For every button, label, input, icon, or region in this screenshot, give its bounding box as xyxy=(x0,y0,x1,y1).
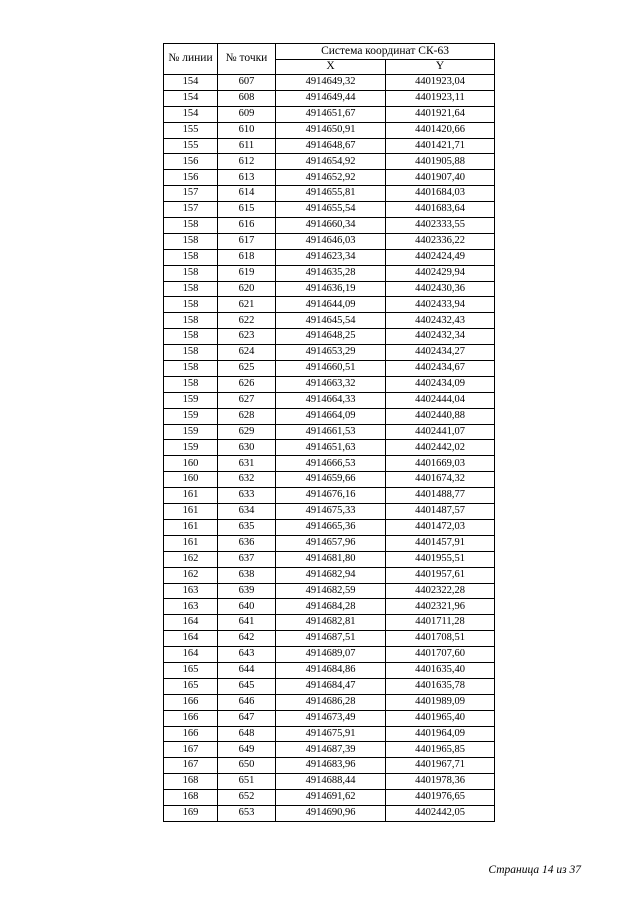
cell-x: 4914690,96 xyxy=(276,805,386,821)
cell-point-number: 651 xyxy=(218,774,276,790)
cell-line-number: 163 xyxy=(164,599,218,615)
cell-line-number: 159 xyxy=(164,424,218,440)
cell-line-number: 154 xyxy=(164,75,218,91)
cell-x: 4914649,44 xyxy=(276,90,386,106)
cell-x: 4914660,34 xyxy=(276,218,386,234)
cell-line-number: 161 xyxy=(164,535,218,551)
cell-x: 4914682,81 xyxy=(276,615,386,631)
cell-point-number: 631 xyxy=(218,456,276,472)
table-row xyxy=(164,345,495,361)
cell-line-number: 160 xyxy=(164,456,218,472)
cell-y: 4401635,78 xyxy=(386,678,495,694)
cell-x: 4914684,86 xyxy=(276,662,386,678)
cell-point-number: 638 xyxy=(218,567,276,583)
table-row xyxy=(164,647,495,663)
cell-x: 4914645,54 xyxy=(276,313,386,329)
header-x: X xyxy=(276,59,386,75)
cell-y: 4402444,04 xyxy=(386,392,495,408)
cell-line-number: 157 xyxy=(164,202,218,218)
cell-x: 4914648,25 xyxy=(276,329,386,345)
cell-point-number: 624 xyxy=(218,345,276,361)
cell-x: 4914682,59 xyxy=(276,583,386,599)
table-row xyxy=(164,504,495,520)
table-row xyxy=(164,440,495,456)
cell-line-number: 158 xyxy=(164,218,218,234)
cell-x: 4914688,44 xyxy=(276,774,386,790)
cell-point-number: 632 xyxy=(218,472,276,488)
cell-line-number: 156 xyxy=(164,170,218,186)
cell-y: 4402430,36 xyxy=(386,281,495,297)
cell-x: 4914649,32 xyxy=(276,75,386,91)
cell-line-number: 159 xyxy=(164,392,218,408)
table-row xyxy=(164,631,495,647)
cell-y: 4402442,02 xyxy=(386,440,495,456)
cell-y: 4401711,28 xyxy=(386,615,495,631)
cell-point-number: 626 xyxy=(218,376,276,392)
cell-y: 4402333,55 xyxy=(386,218,495,234)
table-row xyxy=(164,583,495,599)
table-row xyxy=(164,90,495,106)
table-row xyxy=(164,694,495,710)
cell-y: 4401907,40 xyxy=(386,170,495,186)
cell-point-number: 650 xyxy=(218,758,276,774)
cell-point-number: 612 xyxy=(218,154,276,170)
table-body xyxy=(164,75,495,822)
table-row xyxy=(164,361,495,377)
cell-x: 4914675,33 xyxy=(276,504,386,520)
cell-y: 4402432,34 xyxy=(386,329,495,345)
cell-line-number: 158 xyxy=(164,233,218,249)
table-row xyxy=(164,567,495,583)
table-row xyxy=(164,106,495,122)
cell-x: 4914684,28 xyxy=(276,599,386,615)
cell-x: 4914657,96 xyxy=(276,535,386,551)
cell-line-number: 158 xyxy=(164,313,218,329)
table-row xyxy=(164,138,495,154)
header-point-number: № точки xyxy=(218,44,276,75)
table-row xyxy=(164,75,495,91)
table-row xyxy=(164,551,495,567)
cell-point-number: 630 xyxy=(218,440,276,456)
cell-x: 4914635,28 xyxy=(276,265,386,281)
table-row xyxy=(164,424,495,440)
table-row xyxy=(164,329,495,345)
cell-point-number: 629 xyxy=(218,424,276,440)
cell-y: 4401923,11 xyxy=(386,90,495,106)
cell-x: 4914660,51 xyxy=(276,361,386,377)
cell-point-number: 625 xyxy=(218,361,276,377)
table-row xyxy=(164,519,495,535)
cell-point-number: 652 xyxy=(218,790,276,806)
cell-line-number: 155 xyxy=(164,138,218,154)
cell-y: 4401472,03 xyxy=(386,519,495,535)
table-row xyxy=(164,805,495,821)
cell-point-number: 620 xyxy=(218,281,276,297)
table-row xyxy=(164,710,495,726)
cell-y: 4402434,67 xyxy=(386,361,495,377)
cell-point-number: 641 xyxy=(218,615,276,631)
cell-point-number: 619 xyxy=(218,265,276,281)
cell-x: 4914686,28 xyxy=(276,694,386,710)
cell-point-number: 611 xyxy=(218,138,276,154)
cell-y: 4401921,64 xyxy=(386,106,495,122)
cell-x: 4914651,67 xyxy=(276,106,386,122)
coordinates-table xyxy=(163,43,495,822)
cell-point-number: 617 xyxy=(218,233,276,249)
cell-line-number: 161 xyxy=(164,519,218,535)
table-row xyxy=(164,774,495,790)
cell-point-number: 608 xyxy=(218,90,276,106)
cell-y: 4401957,61 xyxy=(386,567,495,583)
cell-point-number: 635 xyxy=(218,519,276,535)
cell-y: 4401487,57 xyxy=(386,504,495,520)
cell-line-number: 164 xyxy=(164,615,218,631)
cell-y: 4401976,65 xyxy=(386,790,495,806)
cell-line-number: 166 xyxy=(164,726,218,742)
table-row xyxy=(164,615,495,631)
cell-line-number: 161 xyxy=(164,488,218,504)
cell-point-number: 646 xyxy=(218,694,276,710)
header-y: Y xyxy=(386,59,495,75)
cell-y: 4401420,66 xyxy=(386,122,495,138)
cell-x: 4914650,91 xyxy=(276,122,386,138)
cell-line-number: 158 xyxy=(164,297,218,313)
cell-line-number: 158 xyxy=(164,281,218,297)
table-row xyxy=(164,376,495,392)
cell-line-number: 159 xyxy=(164,440,218,456)
cell-line-number: 158 xyxy=(164,249,218,265)
cell-x: 4914687,39 xyxy=(276,742,386,758)
cell-point-number: 610 xyxy=(218,122,276,138)
cell-x: 4914665,36 xyxy=(276,519,386,535)
cell-point-number: 622 xyxy=(218,313,276,329)
cell-y: 4402321,96 xyxy=(386,599,495,615)
table-row xyxy=(164,678,495,694)
cell-x: 4914661,53 xyxy=(276,424,386,440)
table-row xyxy=(164,488,495,504)
cell-y: 4402432,43 xyxy=(386,313,495,329)
cell-y: 4402433,94 xyxy=(386,297,495,313)
cell-x: 4914653,29 xyxy=(276,345,386,361)
cell-line-number: 163 xyxy=(164,583,218,599)
cell-point-number: 636 xyxy=(218,535,276,551)
cell-point-number: 648 xyxy=(218,726,276,742)
cell-line-number: 164 xyxy=(164,647,218,663)
cell-y: 4402441,07 xyxy=(386,424,495,440)
cell-line-number: 155 xyxy=(164,122,218,138)
cell-point-number: 628 xyxy=(218,408,276,424)
cell-x: 4914655,54 xyxy=(276,202,386,218)
cell-x: 4914673,49 xyxy=(276,710,386,726)
cell-line-number: 158 xyxy=(164,265,218,281)
page-number: Страница 14 из 37 xyxy=(488,864,581,876)
cell-x: 4914636,19 xyxy=(276,281,386,297)
cell-x: 4914683,96 xyxy=(276,758,386,774)
table-row xyxy=(164,233,495,249)
cell-line-number: 166 xyxy=(164,694,218,710)
cell-y: 4401965,85 xyxy=(386,742,495,758)
cell-y: 4401684,03 xyxy=(386,186,495,202)
cell-x: 4914691,62 xyxy=(276,790,386,806)
cell-y: 4402336,22 xyxy=(386,233,495,249)
cell-x: 4914663,32 xyxy=(276,376,386,392)
cell-x: 4914682,94 xyxy=(276,567,386,583)
cell-x: 4914675,91 xyxy=(276,726,386,742)
cell-point-number: 634 xyxy=(218,504,276,520)
cell-point-number: 618 xyxy=(218,249,276,265)
cell-line-number: 158 xyxy=(164,376,218,392)
table-row xyxy=(164,218,495,234)
cell-x: 4914681,80 xyxy=(276,551,386,567)
cell-line-number: 169 xyxy=(164,805,218,821)
cell-point-number: 627 xyxy=(218,392,276,408)
cell-y: 4401421,71 xyxy=(386,138,495,154)
cell-line-number: 165 xyxy=(164,662,218,678)
cell-point-number: 623 xyxy=(218,329,276,345)
cell-point-number: 644 xyxy=(218,662,276,678)
cell-y: 4401965,40 xyxy=(386,710,495,726)
cell-x: 4914646,03 xyxy=(276,233,386,249)
cell-line-number: 165 xyxy=(164,678,218,694)
cell-line-number: 168 xyxy=(164,774,218,790)
cell-line-number: 158 xyxy=(164,329,218,345)
cell-y: 4402424,49 xyxy=(386,249,495,265)
table-row xyxy=(164,392,495,408)
cell-x: 4914689,07 xyxy=(276,647,386,663)
cell-line-number: 158 xyxy=(164,345,218,361)
cell-y: 4401905,88 xyxy=(386,154,495,170)
cell-point-number: 607 xyxy=(218,75,276,91)
table-row xyxy=(164,742,495,758)
cell-x: 4914648,67 xyxy=(276,138,386,154)
cell-y: 4401964,09 xyxy=(386,726,495,742)
cell-line-number: 164 xyxy=(164,631,218,647)
cell-y: 4402442,05 xyxy=(386,805,495,821)
cell-point-number: 614 xyxy=(218,186,276,202)
cell-point-number: 637 xyxy=(218,551,276,567)
cell-x: 4914623,34 xyxy=(276,249,386,265)
cell-point-number: 621 xyxy=(218,297,276,313)
cell-x: 4914684,47 xyxy=(276,678,386,694)
table-row xyxy=(164,202,495,218)
table-row xyxy=(164,790,495,806)
cell-x: 4914651,63 xyxy=(276,440,386,456)
cell-line-number: 167 xyxy=(164,742,218,758)
cell-y: 4401708,51 xyxy=(386,631,495,647)
table-row xyxy=(164,297,495,313)
table-row xyxy=(164,313,495,329)
cell-line-number: 157 xyxy=(164,186,218,202)
cell-point-number: 609 xyxy=(218,106,276,122)
table-row xyxy=(164,186,495,202)
cell-point-number: 647 xyxy=(218,710,276,726)
cell-line-number: 161 xyxy=(164,504,218,520)
table-row xyxy=(164,758,495,774)
cell-y: 4401989,09 xyxy=(386,694,495,710)
cell-point-number: 640 xyxy=(218,599,276,615)
cell-x: 4914664,33 xyxy=(276,392,386,408)
cell-point-number: 633 xyxy=(218,488,276,504)
cell-y: 4401967,71 xyxy=(386,758,495,774)
cell-line-number: 154 xyxy=(164,106,218,122)
table-row xyxy=(164,662,495,678)
cell-line-number: 156 xyxy=(164,154,218,170)
cell-y: 4402429,94 xyxy=(386,265,495,281)
table-row xyxy=(164,249,495,265)
table-header xyxy=(164,44,495,75)
cell-point-number: 639 xyxy=(218,583,276,599)
cell-point-number: 613 xyxy=(218,170,276,186)
table-row xyxy=(164,408,495,424)
cell-x: 4914687,51 xyxy=(276,631,386,647)
cell-point-number: 643 xyxy=(218,647,276,663)
cell-y: 4401457,91 xyxy=(386,535,495,551)
cell-y: 4401978,36 xyxy=(386,774,495,790)
cell-point-number: 615 xyxy=(218,202,276,218)
cell-line-number: 162 xyxy=(164,567,218,583)
cell-y: 4402434,09 xyxy=(386,376,495,392)
header-coordinate-system: Система координат СК-63 xyxy=(276,44,495,60)
table-row xyxy=(164,535,495,551)
cell-x: 4914644,09 xyxy=(276,297,386,313)
cell-x: 4914664,09 xyxy=(276,408,386,424)
table-row xyxy=(164,599,495,615)
cell-y: 4402322,28 xyxy=(386,583,495,599)
cell-y: 4402434,27 xyxy=(386,345,495,361)
cell-point-number: 616 xyxy=(218,218,276,234)
table-row xyxy=(164,122,495,138)
cell-y: 4401488,77 xyxy=(386,488,495,504)
cell-line-number: 166 xyxy=(164,710,218,726)
cell-x: 4914676,16 xyxy=(276,488,386,504)
cell-y: 4401674,32 xyxy=(386,472,495,488)
cell-x: 4914666,53 xyxy=(276,456,386,472)
cell-line-number: 160 xyxy=(164,472,218,488)
cell-x: 4914652,92 xyxy=(276,170,386,186)
cell-y: 4401635,40 xyxy=(386,662,495,678)
cell-line-number: 158 xyxy=(164,361,218,377)
table-row xyxy=(164,154,495,170)
table-row xyxy=(164,472,495,488)
cell-point-number: 649 xyxy=(218,742,276,758)
cell-y: 4402440,88 xyxy=(386,408,495,424)
cell-point-number: 645 xyxy=(218,678,276,694)
cell-y: 4401955,51 xyxy=(386,551,495,567)
table-row xyxy=(164,281,495,297)
cell-y: 4401669,03 xyxy=(386,456,495,472)
cell-line-number: 168 xyxy=(164,790,218,806)
table-row xyxy=(164,456,495,472)
cell-y: 4401707,60 xyxy=(386,647,495,663)
cell-x: 4914659,66 xyxy=(276,472,386,488)
cell-x: 4914655,81 xyxy=(276,186,386,202)
cell-y: 4401923,04 xyxy=(386,75,495,91)
table-row xyxy=(164,726,495,742)
cell-point-number: 642 xyxy=(218,631,276,647)
cell-point-number: 653 xyxy=(218,805,276,821)
cell-line-number: 162 xyxy=(164,551,218,567)
cell-line-number: 154 xyxy=(164,90,218,106)
table-row xyxy=(164,170,495,186)
table-row xyxy=(164,265,495,281)
header-line-number: № линии xyxy=(164,44,218,75)
cell-line-number: 167 xyxy=(164,758,218,774)
cell-line-number: 159 xyxy=(164,408,218,424)
cell-x: 4914654,92 xyxy=(276,154,386,170)
cell-y: 4401683,64 xyxy=(386,202,495,218)
